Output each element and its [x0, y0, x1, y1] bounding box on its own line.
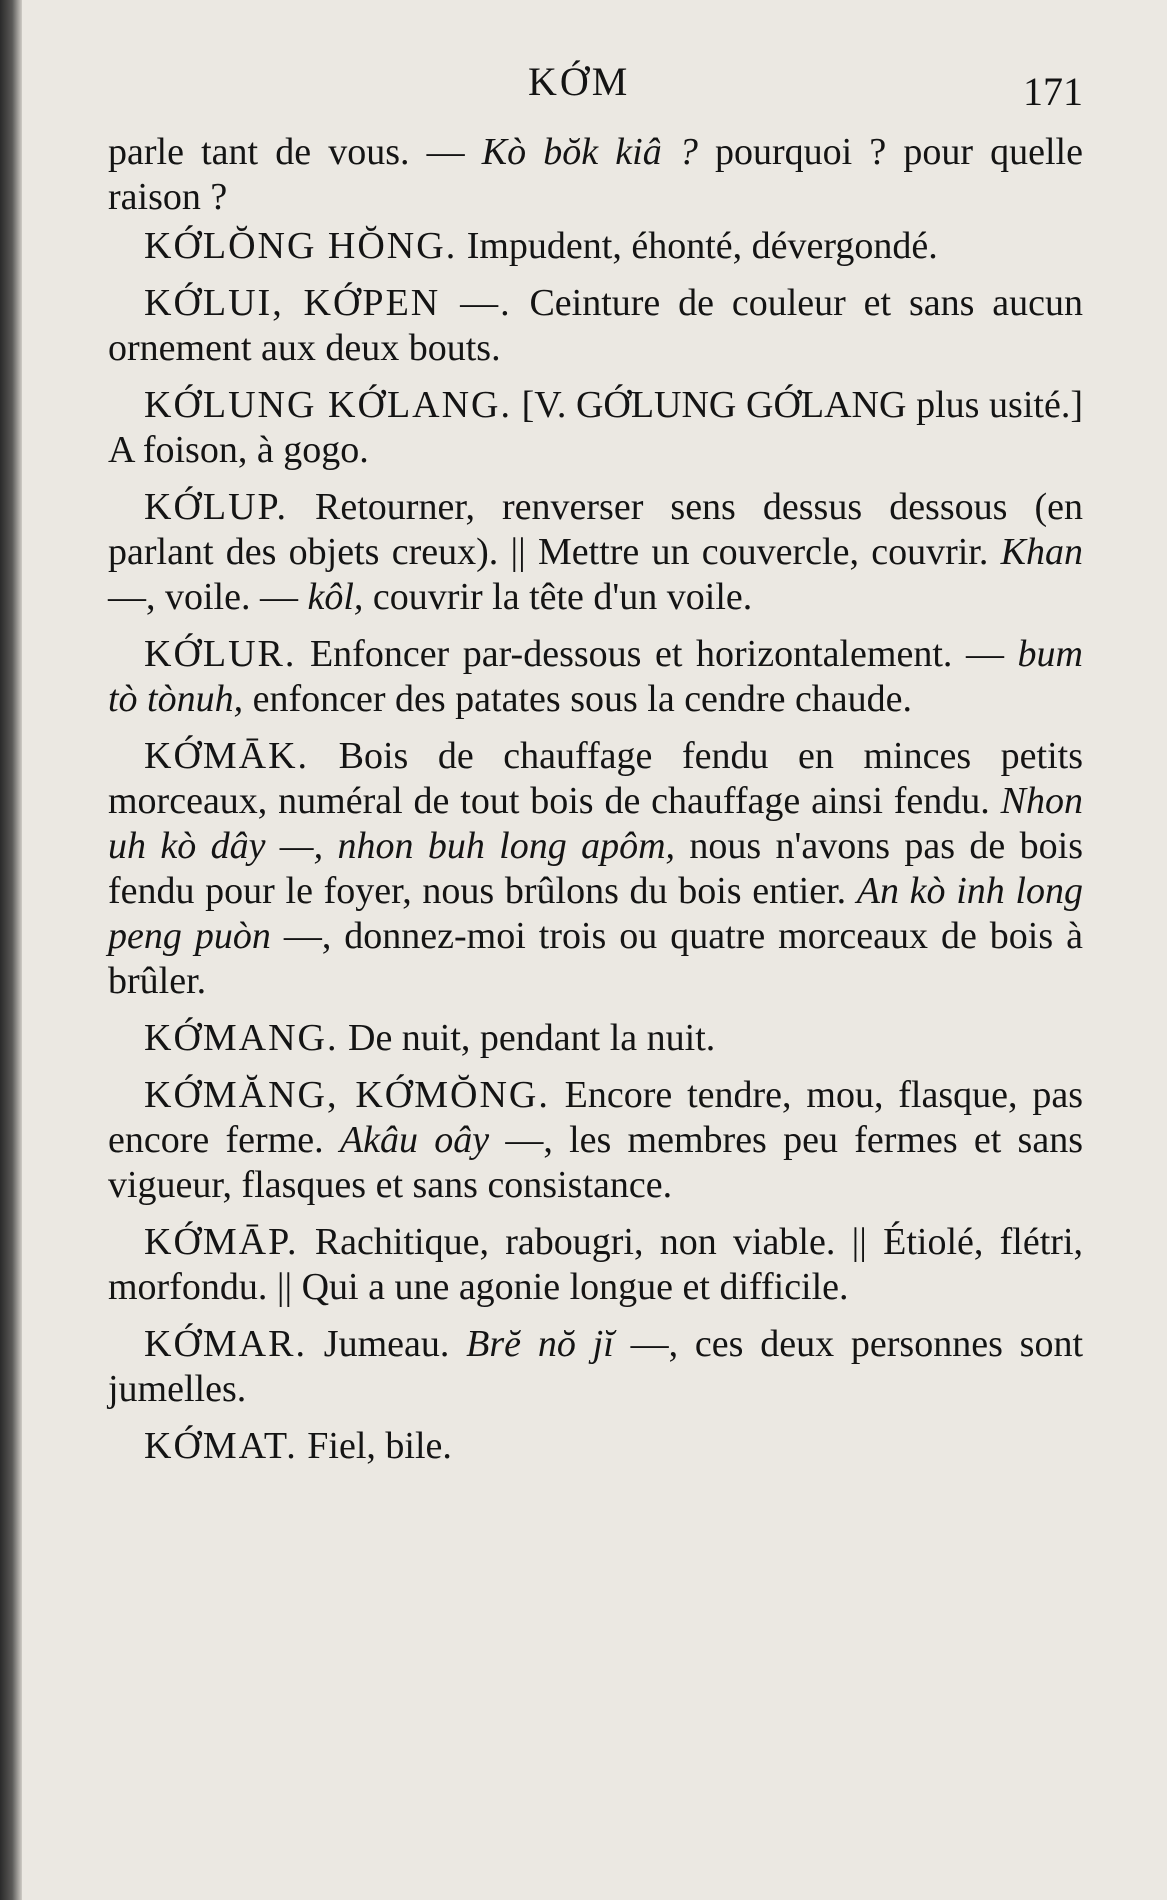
definition: Jumeau. [306, 1323, 467, 1365]
dictionary-entry [108, 1073, 1083, 1208]
vernacular-example: An kò inh long peng puòn [108, 870, 1083, 957]
headword: KỚMAR. [144, 1323, 307, 1365]
definition: De nuit, pendant la nuit. [338, 1017, 716, 1059]
definition: enfoncer des patates sous la cendre chaude. [243, 678, 913, 720]
headword: KỚMAT. [144, 1425, 298, 1467]
dictionary-entry [108, 1424, 1083, 1469]
dictionary-entry [108, 383, 1083, 473]
dictionary-entry [108, 485, 1083, 620]
definition: nous n'avons pas de bois fendu pour le foyer, nous brûlons du bois entier. [108, 825, 1083, 912]
dictionary-entry [108, 734, 1083, 1004]
page-number: 171 [1023, 69, 1083, 114]
book-binding-edge [0, 0, 22, 1900]
dictionary-entry [108, 1220, 1083, 1310]
definition: Ceinture de couleur et sans aucun ornement aux deux bouts. [108, 282, 1083, 369]
headword: KỚMĀP. [144, 1221, 299, 1263]
vernacular-example: Nhon uh kò dây —, nhon buh long apôm, [108, 780, 1083, 867]
definition: —, les membres peu fermes et sans vigueur, flasques et sans consistance. [108, 1119, 1083, 1206]
vernacular-example: Akâu oây [339, 1119, 490, 1161]
dictionary-entry [108, 224, 1083, 269]
entry-continuation: parle tant de vous. — Kò bŏk kiâ ? pourquoi ? pour quelle raison ? [108, 131, 1083, 218]
definition: Bois de chauffage fendu en minces petits morceaux, numéral de tout bois de chauffage ainsi fendu. [108, 735, 1083, 822]
definition: couvrir la tête d'un voile. [363, 576, 753, 618]
dictionary-entry [108, 1016, 1083, 1061]
definition: Enfoncer par-dessous et horizontalement. — [296, 633, 1018, 675]
definition: —, voile. — [108, 576, 308, 618]
page-body [108, 130, 1083, 1469]
dictionary-entry [108, 1322, 1083, 1412]
vernacular-example: kôl, [307, 576, 364, 618]
definition: —, donnez-moi trois ou quatre morceaux de bois à brûler. [108, 915, 1083, 1002]
definition: —, ces deux personnes sont jumelles. [108, 1323, 1084, 1410]
vernacular-example: bum tò tònuh, [108, 633, 1083, 720]
dictionary-entry [108, 632, 1083, 722]
vernacular-example: Kò bŏk kiâ ? [481, 131, 698, 173]
definition: Rachitique, rabougri, non viable. || Étiolé, flétri, morfondu. || Qui a une agonie longue et difficile. [108, 1221, 1083, 1308]
headword: KỚMĂNG, KỚMŎNG. [144, 1074, 550, 1116]
headword: KỚLUI, KỚPEN —. [144, 282, 512, 324]
headword: KỚLUP. [144, 486, 288, 528]
definition: Fiel, bile. [297, 1425, 452, 1467]
definition: Encore tendre, mou, flasque, pas encore ferme. [108, 1074, 1083, 1161]
headword: KỚMĀK. [144, 735, 310, 777]
dictionary-page [108, 40, 1083, 1870]
headword: KỚMANG. [144, 1017, 339, 1059]
dictionary-entry [108, 281, 1083, 371]
definition: Retourner, renverser sens dessus dessous (en parlant des objets creux). || Mettre un couvercle, couvrir. [108, 486, 1083, 573]
headword: KỚLŎNG HŎNG. [144, 225, 458, 267]
vernacular-example: Khan [1000, 531, 1083, 573]
definition: [V. GỚLUNG GỚLANG plus usité.] A foison, à gogo. [108, 384, 1083, 471]
vernacular-example: Brĕ nŏ jĭ [466, 1323, 614, 1365]
headword: KỚLUNG KỚLANG. [144, 384, 512, 426]
headword: KỚLUR. [144, 633, 297, 675]
running-title: KỚM [528, 59, 631, 104]
running-head [108, 40, 1083, 130]
definition: Impudent, éhonté, dévergondé. [457, 225, 938, 267]
